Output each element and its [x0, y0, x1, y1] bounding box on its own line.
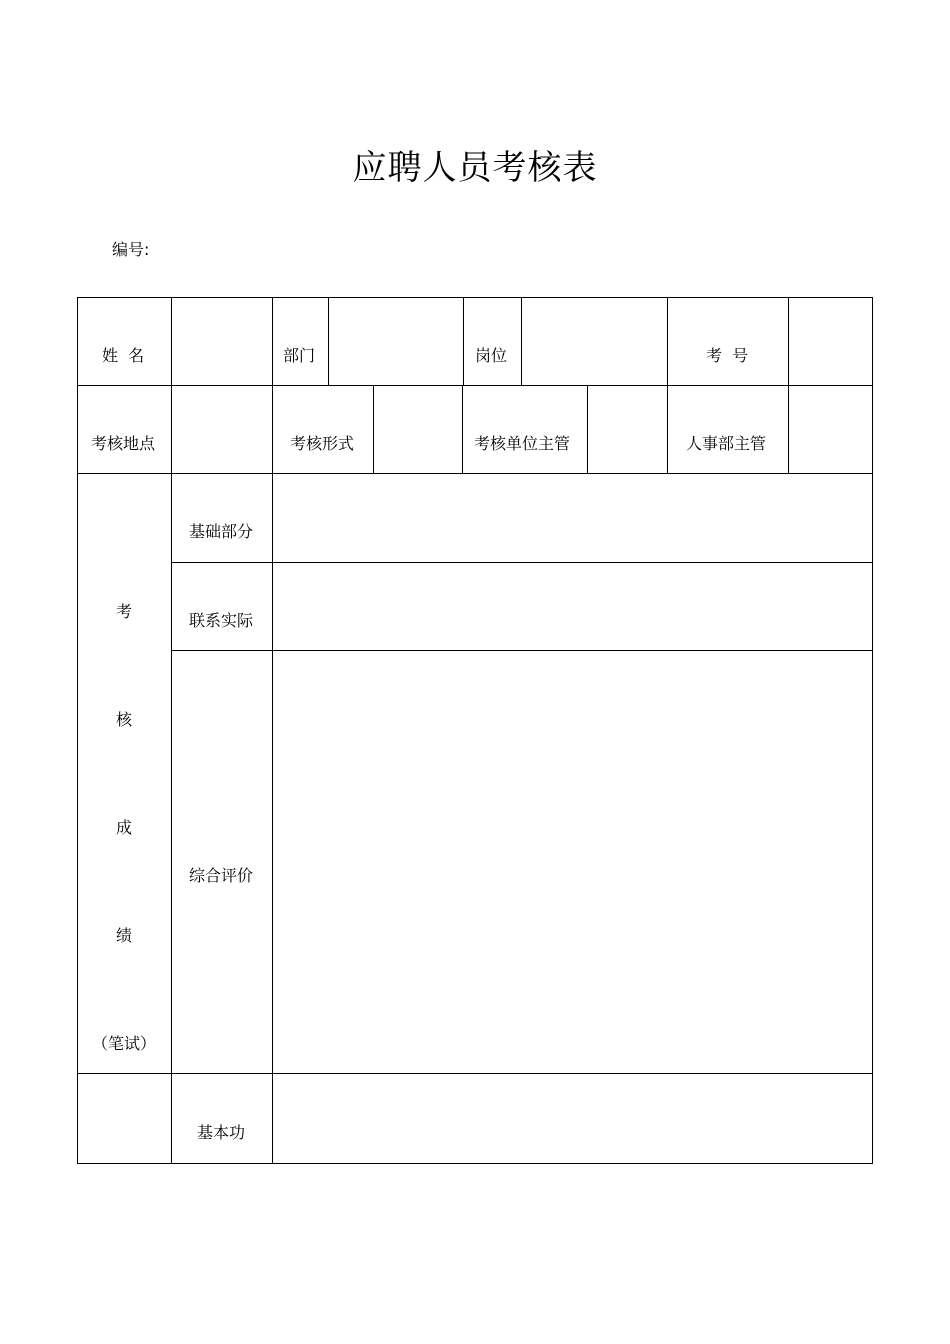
hr-supervisor-label: 人事部主管: [686, 434, 767, 453]
column-divider: [587, 385, 588, 473]
serial-number-label: 编号:: [112, 240, 150, 259]
overall-evaluation-label: 综合评价: [189, 866, 254, 885]
row-divider: [77, 473, 873, 474]
written-exam-label: （笔试）: [92, 1034, 157, 1053]
row-divider: [77, 1073, 873, 1074]
table-border-left: [77, 297, 78, 1164]
practical-section-label: 联系实际: [189, 611, 254, 630]
column-divider: [463, 297, 464, 385]
row-divider: [171, 562, 873, 563]
exam-site-label: 考核地点: [91, 434, 156, 453]
vertical-char: 成: [116, 818, 133, 837]
column-divider: [373, 385, 374, 473]
name-label: 姓 名: [102, 346, 145, 365]
exam-number-label: 考 号: [706, 346, 749, 365]
basic-section-label: 基础部分: [189, 522, 254, 541]
vertical-char: 考: [116, 602, 133, 621]
fundamentals-label: 基本功: [197, 1123, 246, 1142]
table-border-top: [77, 297, 873, 298]
exam-format-label: 考核形式: [290, 434, 355, 453]
column-divider: [788, 297, 789, 473]
row-divider: [77, 385, 873, 386]
vertical-char: 绩: [116, 926, 133, 945]
vertical-char: 核: [116, 710, 133, 729]
column-divider: [667, 297, 668, 473]
table-border-bottom: [77, 1163, 873, 1164]
row-divider: [171, 650, 873, 651]
column-divider: [462, 385, 463, 473]
column-divider: [328, 297, 329, 385]
unit-supervisor-label: 考核单位主管: [474, 434, 571, 453]
column-divider: [171, 297, 172, 1164]
column-divider: [521, 297, 522, 385]
table-border-right: [872, 297, 873, 1164]
position-label: 岗位: [475, 346, 508, 365]
form-title: 应聘人员考核表: [352, 148, 598, 188]
column-divider: [272, 297, 273, 1164]
department-label: 部门: [283, 346, 316, 365]
